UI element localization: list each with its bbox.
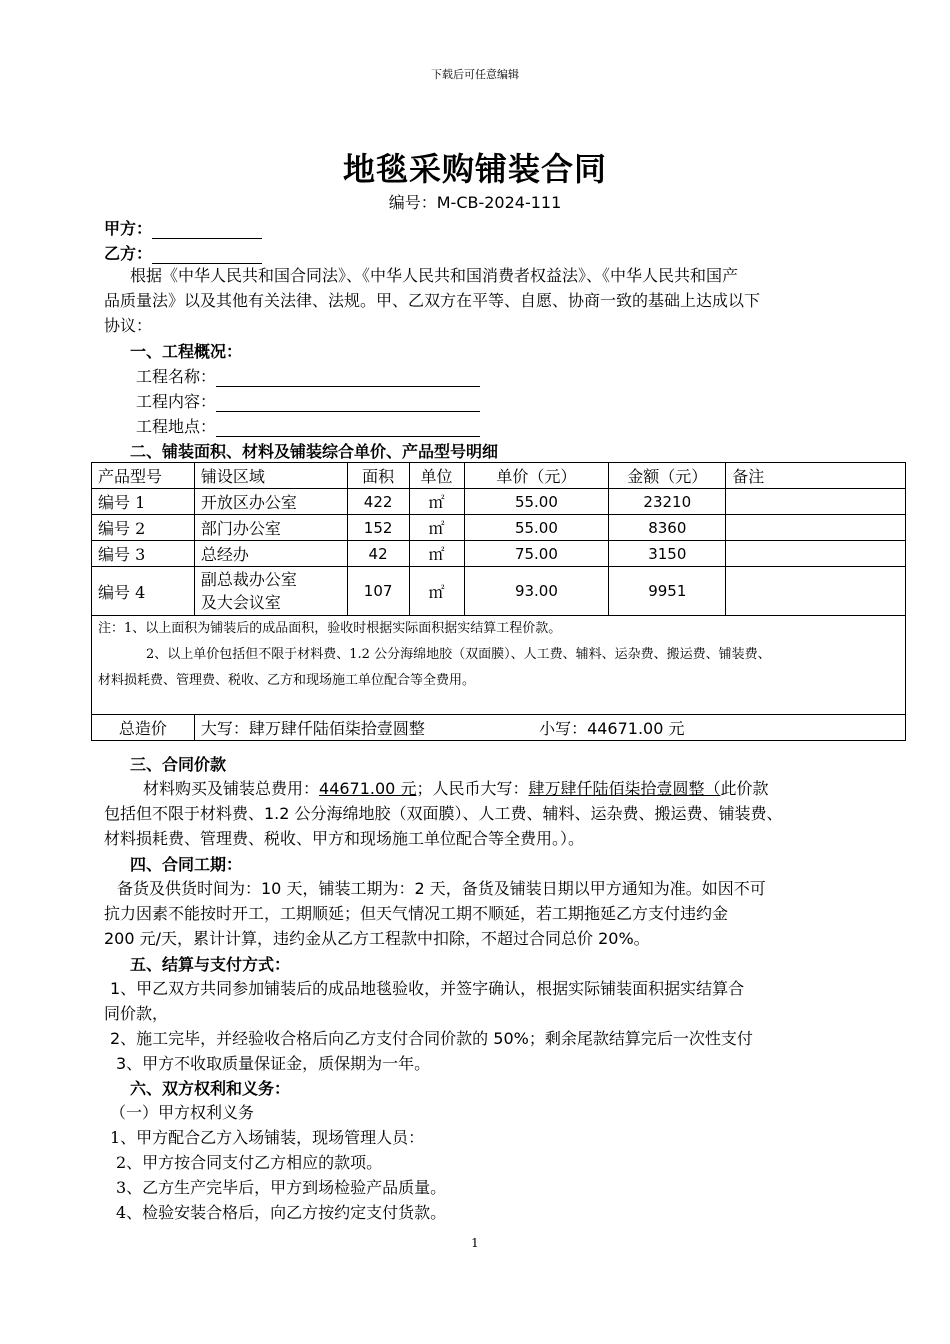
col-header: 单价（元） <box>464 463 609 489</box>
cell-model: 编号 3 <box>92 541 195 567</box>
cell-size: 42 <box>347 541 409 567</box>
col-header: 面积 <box>347 463 409 489</box>
project-location-field: 工程地点： <box>136 414 480 437</box>
rights-item-3: 3、乙方生产完毕后，甲方到场检验产品质量。 <box>116 1178 447 1197</box>
project-content-field: 工程内容： <box>136 389 480 412</box>
period-line-1: 备货及供货时间为：10 天，铺装工期为：2 天，备货及铺装日期以甲方通知为准。如因不可 <box>117 879 766 898</box>
rights-item-1: 1、甲方配合乙方入场铺装，现场管理人员： <box>110 1128 425 1147</box>
table-row <box>92 489 906 515</box>
cell-area-name: 部门办公室 <box>194 515 347 541</box>
page-number: 1 <box>471 1236 479 1250</box>
party-a-blank[interactable] <box>152 220 262 239</box>
table-row <box>92 541 906 567</box>
period-line-2: 抗力因素不能按时开工，工期顺延；但天气情况工期不顺延，若工期拖延乙方支付违约金 <box>104 904 729 923</box>
party-b-blank[interactable] <box>152 245 262 264</box>
price-line-2: 包括但不限于材料费、1.2 公分海绵地胶（双面膜）、人工费、辅料、运杂费、搬运费、铺装费、 <box>104 804 783 823</box>
cell-remark <box>726 567 906 616</box>
total-small: 小写：44671.00 元 <box>539 719 685 738</box>
intro-line-1: 根据《中华人民共和国合同法》、《中华人民共和国消费者权益法》、《中华人民共和国产 <box>130 266 739 285</box>
cell-remark <box>726 489 906 515</box>
cell-unit: ㎡ <box>409 515 464 541</box>
table-row <box>92 515 906 541</box>
section-4-heading: 四、合同工期： <box>130 855 243 874</box>
rights-subheading: （一）甲方权利义务 <box>110 1103 255 1122</box>
col-header: 备注 <box>726 463 906 489</box>
cell-remark <box>726 541 906 567</box>
cell-area-name: 总经办 <box>194 541 347 567</box>
cell-area-name: 副总裁办公室 及大会议室 <box>194 567 347 616</box>
section-6-heading: 六、双方权利和义务： <box>130 1079 291 1098</box>
project-name-blank[interactable] <box>216 368 480 387</box>
note-line-2: 2、以上单价包括但不限于材料费、1.2 公分海绵地胶（双面膜）、人工费、辅料、运杂费、搬运费、铺装费、 <box>146 647 771 662</box>
col-header: 金额（元） <box>609 463 726 489</box>
period-line-3: 200 元/天，累计计算，违约金从乙方工程款中扣除，不超过合同总价 20%。 <box>104 929 650 948</box>
cell-model: 编号 1 <box>92 489 195 515</box>
table-row <box>92 567 906 616</box>
project-name-field: 工程名称： <box>136 364 480 387</box>
cell-unit: ㎡ <box>409 541 464 567</box>
price-line-3: 材料损耗费、管理费、税收、甲方和现场施工单位配合等全费用。）。 <box>104 829 585 848</box>
intro-line-3: 协议： <box>104 316 153 335</box>
cell-unit: ㎡ <box>409 489 464 515</box>
payment-line-2: 同价款， <box>104 1004 169 1023</box>
cell-price: 75.00 <box>464 541 609 567</box>
table-notes <box>92 616 906 715</box>
section-3-heading: 三、合同价款 <box>130 755 227 774</box>
col-header: 单位 <box>409 463 464 489</box>
section-2-heading: 二、铺装面积、材料及铺装综合单价、产品型号明细 <box>130 442 499 461</box>
price-line-1: 材料购买及铺装总费用：44671.00 元；人民币大写：肆万肆仟陆佰柒拾壹圆整（此价款 <box>143 779 769 798</box>
cell-amount: 23210 <box>609 489 726 515</box>
cell-size: 107 <box>347 567 409 616</box>
total-value <box>194 715 905 741</box>
section-1-heading: 一、工程概况： <box>130 342 243 361</box>
col-header: 产品型号 <box>92 463 195 489</box>
cell-area-name: 开放区办公室 <box>194 489 347 515</box>
cell-amount: 8360 <box>609 515 726 541</box>
cell-amount: 3150 <box>609 541 726 567</box>
download-note: 下载后可任意编辑 <box>431 68 519 81</box>
table-notes-row <box>92 616 906 715</box>
section-5-heading: 五、结算与支付方式： <box>130 955 291 974</box>
party-a: 甲方： <box>104 216 262 239</box>
project-location-blank[interactable] <box>216 418 480 437</box>
cell-unit: ㎡ <box>409 567 464 616</box>
cell-model: 编号 4 <box>92 567 195 616</box>
cell-amount: 9951 <box>609 567 726 616</box>
items-table <box>91 462 906 741</box>
party-b: 乙方： <box>104 241 262 264</box>
total-capital: 大写：肆万肆仟陆佰柒拾壹圆整 <box>200 719 425 738</box>
rights-item-4: 4、检验安装合格后，向乙方按约定支付货款。 <box>116 1203 447 1222</box>
payment-line-4: 3、甲方不收取质量保证金，质保期为一年。 <box>116 1054 431 1073</box>
table-header-row <box>92 463 906 489</box>
payment-line-3: 2、施工完毕，并经验收合格后向乙方支付合同价款的 50%；剩余尾款结算完后一次性支付 <box>110 1029 753 1048</box>
table-total-row <box>92 715 906 741</box>
cell-model: 编号 2 <box>92 515 195 541</box>
contract-number: 编号：M-CB-2024-111 <box>388 193 562 212</box>
project-content-blank[interactable] <box>216 393 480 412</box>
cell-remark <box>726 515 906 541</box>
note-line-3: 材料损耗费、管理费、税收、乙方和现场施工单位配合等全费用。 <box>98 673 476 688</box>
document-title: 地毯采购铺装合同 <box>342 150 607 188</box>
col-header: 铺设区域 <box>194 463 347 489</box>
intro-line-2: 品质量法》以及其他有关法律、法规。甲、乙双方在平等、自愿、协商一致的基础上达成以下 <box>104 291 761 310</box>
cell-size: 152 <box>347 515 409 541</box>
total-label: 总造价 <box>92 715 195 741</box>
rights-item-2: 2、甲方按合同支付乙方相应的款项。 <box>116 1153 383 1172</box>
cell-price: 55.00 <box>464 489 609 515</box>
payment-line-1: 1、甲乙双方共同参加铺装后的成品地毯验收，并签字确认，根据实际铺装面积据实结算合 <box>110 979 745 998</box>
cell-price: 93.00 <box>464 567 609 616</box>
cell-price: 55.00 <box>464 515 609 541</box>
cell-size: 422 <box>347 489 409 515</box>
note-line-1: 注：1、以上面积为铺装后的成品面积，验收时根据实际面积据实结算工程价款。 <box>98 621 562 636</box>
